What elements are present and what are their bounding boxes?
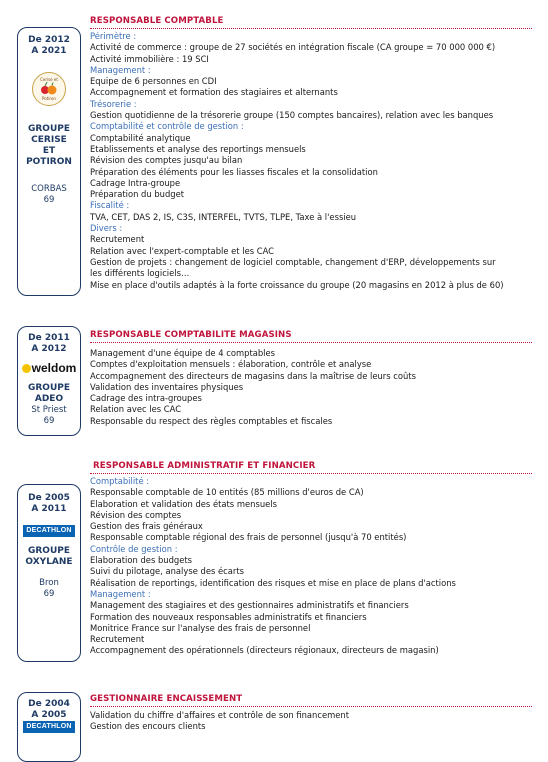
duty-line: Réalisation de reportings, identification des risques et mise en place de plans d'actions (90, 577, 456, 588)
title-divider (90, 706, 532, 707)
company-name: CERISE (31, 135, 67, 145)
job-dates-end: A 2012 (31, 344, 67, 354)
category-label: Trésorerie : (90, 98, 137, 109)
decathlon-logo-icon: DECATHLON (23, 525, 75, 537)
duty-line: Comptabilité analytique (90, 132, 191, 143)
duty-line: Accompagnement des opérationnels (directeurs régionaux, directeurs de magasin) (90, 645, 439, 656)
company-name: ADEO (34, 394, 64, 404)
company-name: POTIRON (26, 157, 72, 167)
duty-line: Gestion de projets : changement de logiciel comptable, changement d'ERP, développements sur les différents logiciels… (90, 256, 496, 279)
duty-line: Etablissements et analyse des reportings mensuels (90, 143, 306, 154)
job-title: RESPONSABLE ADMINISTRATIF ET FINANCIER (93, 461, 316, 471)
duty-line: Relation avec les CAC (90, 404, 182, 415)
decathlon-logo-icon: DECATHLON (23, 721, 75, 733)
duty-line: Gestion des encours clients (90, 721, 206, 732)
company-name: GROUPE (27, 124, 71, 134)
duty-line: Préparation des éléments pour les liasses fiscales et la consolidation (90, 166, 378, 177)
job-section-1 (90, 16, 530, 291)
category-label: Contrôle de gestion : (90, 543, 178, 554)
category-label: Périmètre : (90, 31, 137, 41)
job-card-3 (17, 484, 81, 662)
duty-line: Responsable comptable régional des frais de personnel (jusqu'à 70 entités) (90, 532, 407, 543)
duty-line: Management d'une équipe de 4 comptables (90, 348, 276, 358)
duty-line: Comptes d'exploitation mensuels : élaboration, contrôle et analyse (90, 359, 372, 370)
category-label: Fiscalité : (90, 200, 130, 211)
duty-line: Elaboration des budgets (90, 555, 193, 566)
job-card-1 (17, 27, 81, 296)
job-title: RESPONSABLE COMPTABILITE MAGASINS (90, 330, 292, 340)
category-label: Comptabilité : (90, 476, 150, 486)
duty-line: Validation du chiffre d'affaires et contrôle de son financement (90, 710, 350, 720)
job-location: 69 (43, 589, 55, 599)
job-section-3 (90, 461, 530, 657)
duty-line: Recrutement (90, 634, 145, 645)
duty-line: Cadrage Intra-groupe (90, 177, 181, 188)
duty-line: Suivi du pilotage, analyse des écarts (90, 566, 244, 577)
category-label: Management : (90, 588, 151, 599)
duty-line: Activité de commerce : groupe de 27 sociétés en intégration fiscale (CA groupe = 70 000 000 €) (90, 42, 496, 53)
duty-line: Responsable comptable de 10 entités (85 millions d'euros de CA) (90, 487, 364, 498)
duty-line: Relation avec l'expert-comptable et les CAC (90, 245, 275, 256)
title-divider (90, 342, 532, 343)
company-name: GROUPE (27, 383, 71, 393)
company-name: ET (42, 146, 56, 156)
job-location: 69 (43, 416, 55, 426)
duty-line: Gestion quotidienne de la trésorerie groupe (150 comptes bancaires), relation avec les banques (90, 110, 494, 121)
category-label: Divers : (90, 223, 123, 234)
duty-line: Révision des comptes (90, 509, 182, 520)
duty-line: Formation des nouveaux responsables administratifs et financiers (90, 611, 367, 622)
duty-line: Activité immobilière : 19 SCI (90, 53, 209, 64)
duty-line: Gestion des frais généraux (90, 521, 203, 532)
duty-line: Equipe de 6 personnes en CDI (90, 76, 217, 87)
duty-line: Monitrice France sur l'analyse des frais de personnel (90, 622, 311, 633)
job-location: Bron (39, 578, 59, 588)
cerise-potiron-logo-icon (32, 72, 66, 106)
job-dates-end: A 2011 (31, 504, 67, 514)
duty-line: Accompagnement et formation des stagiaires et alternants (90, 87, 338, 98)
duty-line: Préparation du budget (90, 189, 185, 200)
company-name: OXYLANE (25, 557, 73, 567)
duty-line: Elaboration et validation des états mensuels (90, 498, 277, 509)
svg-text:Cerise et: Cerise et (40, 77, 58, 82)
job-dates-start: De 2005 (28, 493, 70, 503)
duty-line: Révision des comptes jusqu'au bilan (90, 155, 243, 166)
category-label: Management : (90, 64, 151, 75)
duty-line: TVA, CET, DAS 2, IS, C3S, INTERFEL, TVTS, TLPE, Taxe à l'essieu (90, 211, 357, 222)
job-card-2 (17, 326, 81, 436)
duty-line: Cadrage des intra-groupes (90, 393, 202, 404)
duty-line: Management des stagiaires et des gestionnaires administratifs et financiers (90, 600, 409, 611)
job-section-4 (90, 694, 530, 733)
title-divider (90, 28, 532, 29)
company-name: GROUPE (27, 546, 71, 556)
job-dates-end: A 2021 (31, 46, 67, 56)
duty-line: Responsable du respect des règles comptables et fiscales (90, 415, 333, 426)
category-label: Comptabilité et contrôle de gestion : (90, 121, 244, 132)
job-location: CORBAS (31, 184, 67, 194)
job-section-2 (90, 330, 530, 427)
duty-line: Mise en place d'outils adaptés à la forte croissance du groupe (20 magasins en 2012 à plus de 60) (90, 279, 504, 290)
svg-text:Potiron: Potiron (42, 96, 56, 101)
job-title: RESPONSABLE COMPTABLE (90, 16, 224, 26)
job-dates-start: De 2011 (28, 333, 70, 343)
job-dates-end: A 2005 (31, 710, 67, 720)
weldom-logo-icon: weldom (21, 361, 77, 375)
job-location: 69 (43, 195, 55, 205)
job-location: St Priest (31, 405, 67, 415)
duty-line: Accompagnement des directeurs de magasins dans la maîtrise de leurs coûts (90, 370, 416, 381)
job-title: GESTIONNAIRE ENCAISSEMENT (90, 694, 243, 704)
job-dates-start: De 2004 (28, 699, 70, 709)
duty-line: Validation des inventaires physiques (90, 381, 244, 392)
duty-line: Recrutement (90, 234, 145, 245)
title-divider (90, 473, 532, 474)
job-dates-start: De 2012 (28, 35, 70, 45)
